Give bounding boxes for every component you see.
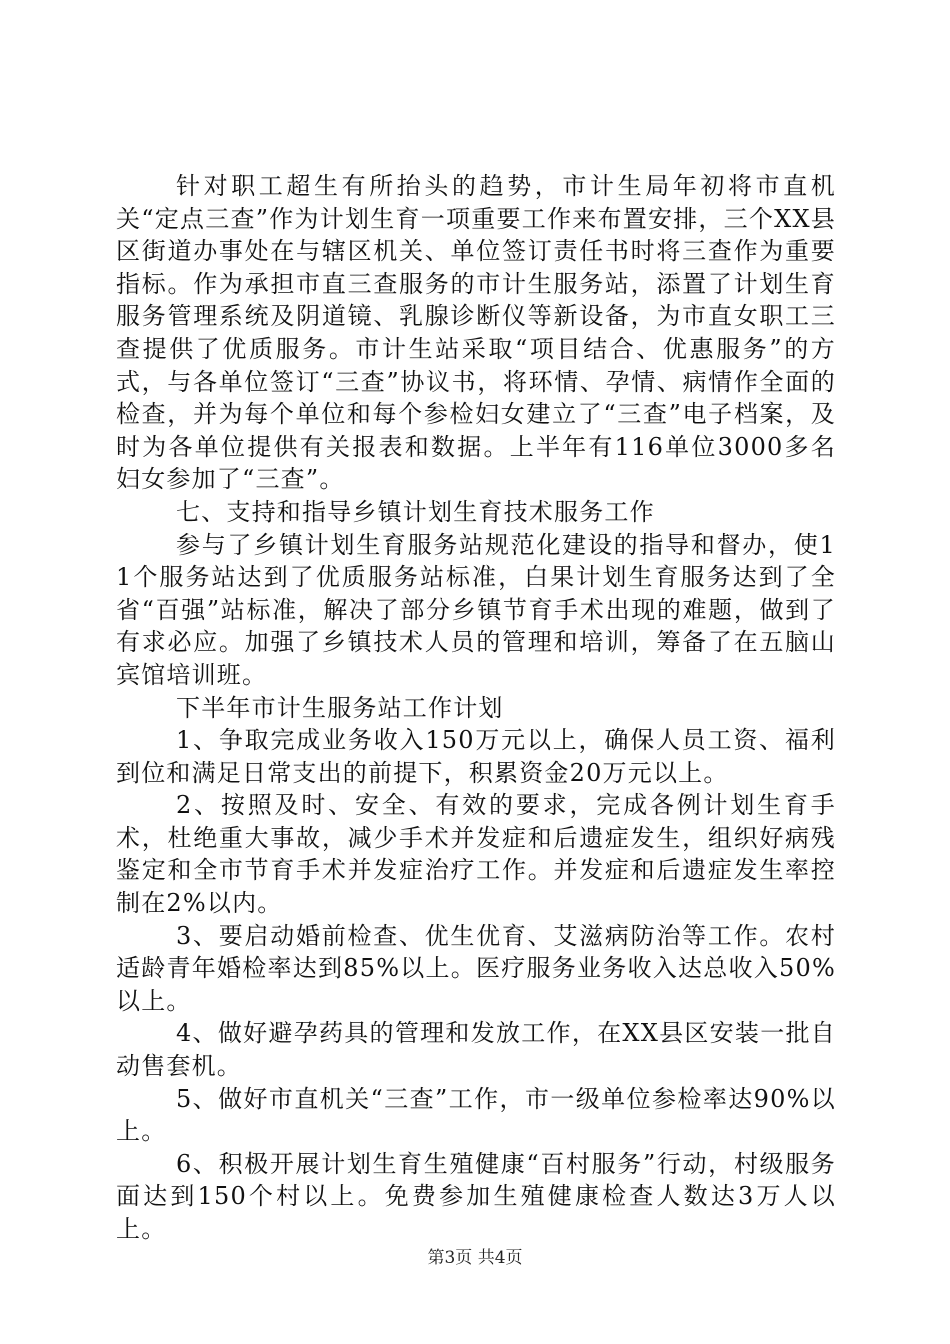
plan-item-6: 6、积极开展计划生育生殖健康“百村服务”行动，村级服务面达到150个村以上。免费参加生殖健康检查人数达3万人以上。 (116, 1149, 836, 1243)
section-heading-seven: 七、支持和指导乡镇计划生育技术服务工作 (176, 497, 655, 526)
plan-item-1: 1、争取完成业务收入150万元以上，确保人员工资、福利到位和满足日常支出的前提下，积累资金20万元以上。 (116, 726, 836, 787)
plan-item-5: 5、做好市直机关“三查”工作，市一级单位参检率达90%以上。 (116, 1084, 836, 1146)
plan-item-4: 4、做好避孕药具的管理和发放工作，在XX县区安装一批自动售套机。 (116, 1019, 836, 1081)
paragraph-three-checks: 针对职工超生有所抬头的趋势，市计生局年初将市直机关“定点三查”作为计划生育一项重要工作来布置安排，三个XX县区街道办事处在与辖区机关、单位签订责任书时将三查作为重要指标。作为承担市直三查服务的市计生服务站，添置了计划生育服务管理系统及阴道镜、乳腺诊断仪等新设备，为市直女职工三查提供了优质服务。市计生站采取“项目结合、优惠服务”的方式，与各单位签订“三查”协议书，将环情、孕情、病情作全面的检查，并为每个单位和每个参检妇女建立了“三查”电子档案，及时为各单位提供有关报表和数据。上半年有116单位3000多名妇女参加了“三查”。 (116, 172, 836, 494)
document-body (116, 170, 836, 1246)
paragraph-township-support: 参与了乡镇计划生育服务站规范化建设的指导和督办，使11个服务站达到了优质服务站标准，白果计划生育服务达到了全省“百强”站标准，解决了部分乡镇节育手术出现的难题，做到了有求必应。加强了乡镇技术人员的管理和培训，筹备了在五脑山宾馆培训班。 (116, 530, 836, 689)
plan-item-3: 3、要启动婚前检查、优生优育、艾滋病防治等工作。农村适龄青年婚检率达到85%以上。医疗服务业务收入达总收入50%以上。 (116, 921, 836, 1015)
plan-item-2: 2、按照及时、安全、有效的要求，完成各例计划生育手术，杜绝重大事故，减少手术并发症和后遗症发生，组织好病残鉴定和全市节育手术并发症治疗工作。并发症和后遗症发生率控制在2%以内。 (116, 791, 836, 918)
section-heading-plan: 下半年市计生服务站工作计划 (176, 693, 504, 722)
page-footer: 第3页 共4页 (427, 1248, 523, 1268)
